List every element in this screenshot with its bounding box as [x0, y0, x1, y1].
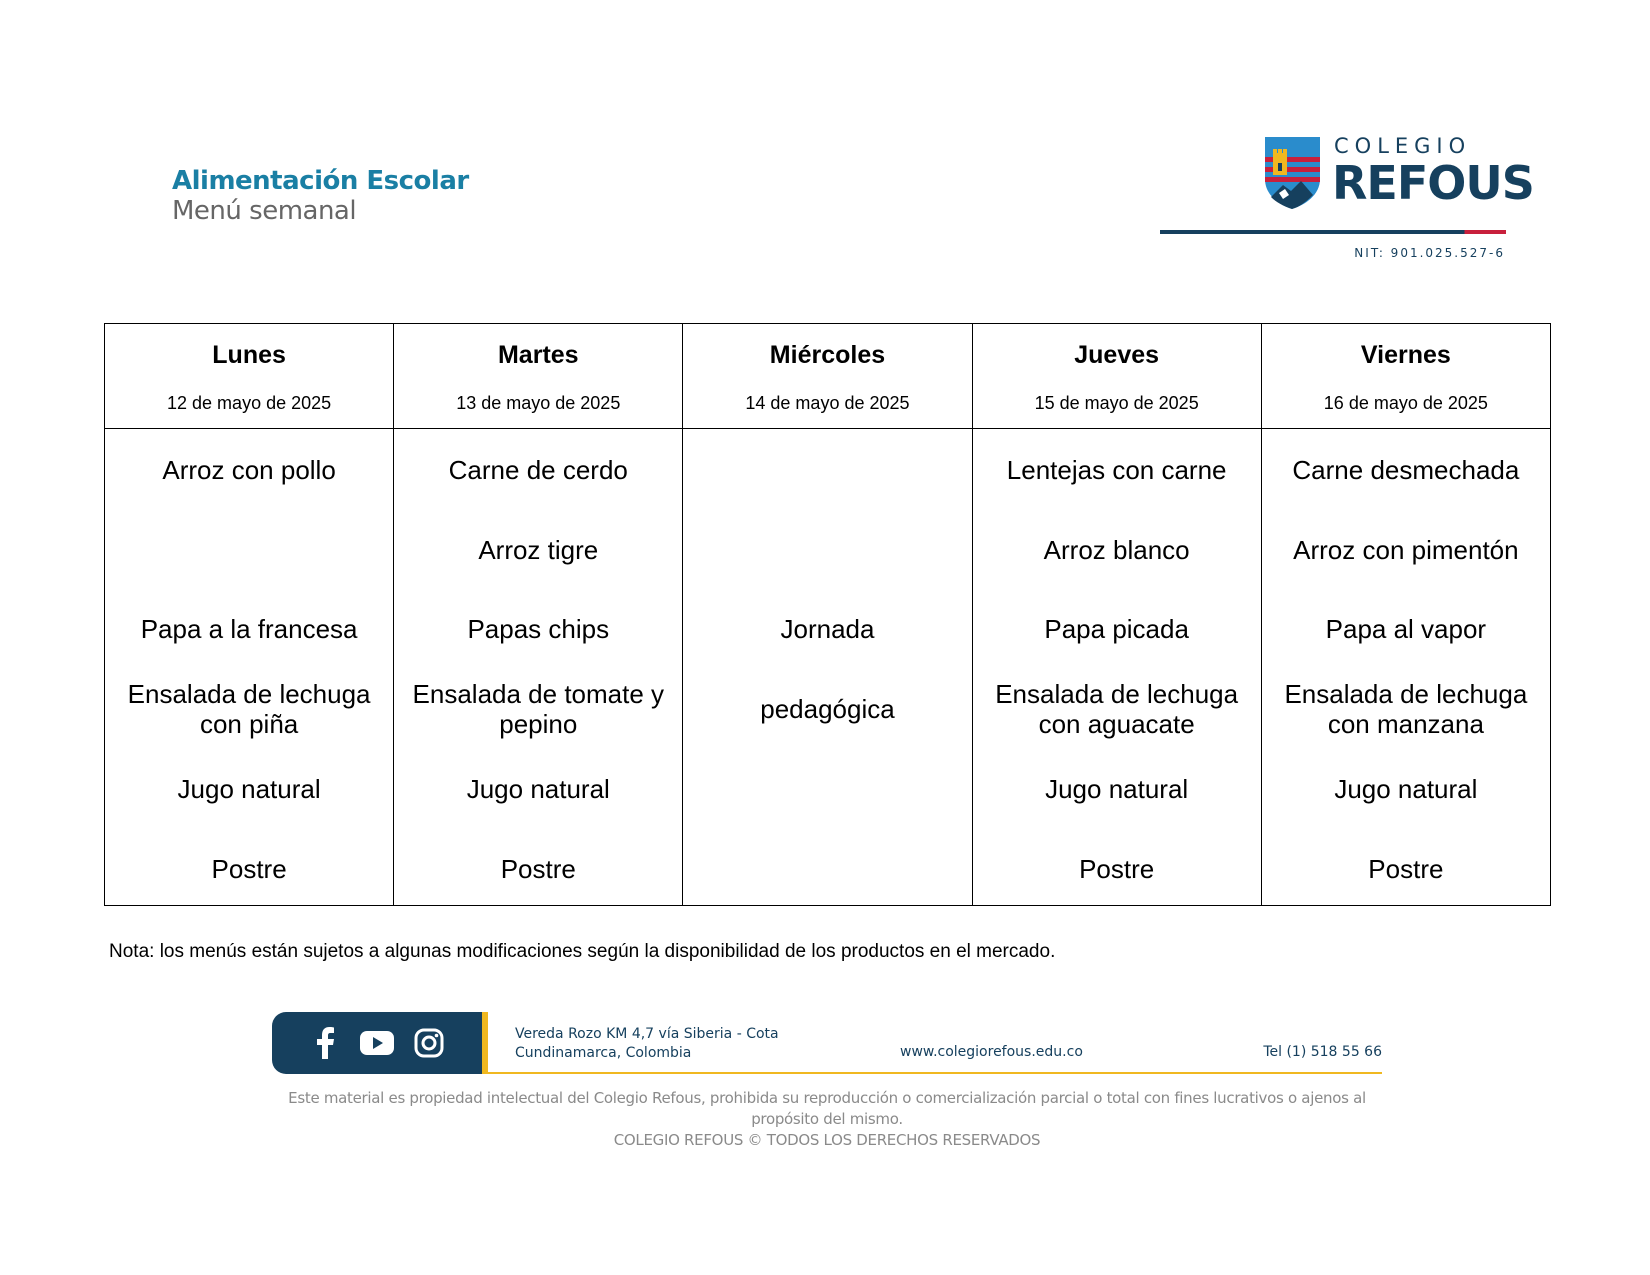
menu-item: Papas chips: [467, 614, 610, 644]
footer-bar: [272, 1012, 1382, 1074]
header-cell-wednesday: [683, 324, 972, 429]
page-subtitle: Menú semanal: [172, 196, 357, 226]
menu-item: Arroz con pollo: [162, 455, 336, 485]
copyright-disclaimer: [272, 1088, 1382, 1151]
menu-item: Ensalada de tomate y pepino: [412, 679, 665, 739]
weekly-menu-table: [104, 323, 1551, 906]
day-date: 12 de mayo de 2025: [167, 393, 332, 413]
special-day-text: Jornada: [780, 614, 875, 644]
menu-item: Postre: [500, 854, 576, 884]
table-menu-row: [105, 429, 1551, 906]
school-logo: [1160, 134, 1534, 264]
menu-cell-wednesday: [683, 429, 972, 906]
disclaimer-text: Este material es propiedad intelectual del Colegio Refous, prohibida su reproducción o comercialización parcial o total con fines lucrativos o ajenos al propósito del mismo.: [288, 1089, 1366, 1128]
menu-item: Jugo natural: [1334, 774, 1478, 804]
menu-item: Ensalada de lechuga con aguacate: [995, 679, 1239, 739]
day-date: 13 de mayo de 2025: [456, 393, 621, 413]
day-name: Jueves: [1074, 341, 1160, 369]
menu-cell-thursday: [972, 429, 1261, 906]
day-name: Martes: [497, 341, 579, 369]
menu-item: Carne desmechada: [1292, 455, 1520, 485]
header-cell-thursday: [972, 324, 1261, 429]
header-cell-friday: [1261, 324, 1550, 429]
menu-item: Lentejas con carne: [1006, 455, 1227, 485]
menu-item: Carne de cerdo: [448, 455, 628, 485]
day-date: 15 de mayo de 2025: [1034, 393, 1199, 413]
day-name: Miércoles: [769, 341, 886, 369]
logo-refous-text: REFOUS: [1332, 156, 1534, 210]
menu-item: Arroz blanco: [1043, 535, 1190, 565]
copyright-text: COLEGIO REFOUS © TODOS LOS DERECHOS RESERVADOS: [613, 1131, 1041, 1149]
instagram-icon[interactable]: [412, 1026, 446, 1060]
address-line: Cundinamarca, Colombia: [515, 1045, 692, 1061]
facebook-icon[interactable]: [308, 1026, 342, 1060]
header-cell-monday: [105, 324, 394, 429]
footer-underline: [488, 1072, 1382, 1074]
document-header: [172, 166, 469, 226]
menu-item: Arroz tigre: [478, 535, 599, 565]
shield-icon: [1265, 137, 1320, 209]
menu-item: Arroz con pimentón: [1293, 535, 1519, 565]
website-link[interactable]: www.colegiorefous.edu.co: [900, 1044, 1083, 1060]
menu-cell-tuesday: [394, 429, 683, 906]
address-line: Vereda Rozo KM 4,7 vía Siberia - Cota: [515, 1026, 779, 1042]
menu-item: Postre: [1368, 854, 1444, 884]
special-day-text: pedagógica: [760, 694, 895, 724]
footer-accent-bar: [482, 1012, 488, 1074]
menu-item: Ensalada de lechuga con manzana: [1284, 679, 1528, 739]
menu-item: Papa a la francesa: [140, 614, 358, 644]
menu-item: Postre: [211, 854, 287, 884]
footer-address: [515, 1025, 779, 1063]
logo-colegio-text: COLEGIO: [1334, 134, 1472, 158]
menu-item: Jugo natural: [177, 774, 321, 804]
menu-item: Postre: [1079, 854, 1155, 884]
menu-item: Jugo natural: [1045, 774, 1189, 804]
menu-item: Papa al vapor: [1325, 614, 1487, 644]
page-title: Alimentación Escolar: [172, 166, 469, 196]
day-name: Lunes: [212, 341, 286, 369]
table-header-row: [105, 324, 1551, 429]
nit-number: NIT: 901.025.527-6: [1354, 246, 1505, 260]
day-name: Viernes: [1360, 341, 1451, 369]
logo-divider: [1160, 230, 1506, 234]
menu-note: Nota: los menús están sujetos a algunas modificaciones según la disponibilidad de los productos en el mercado.: [109, 941, 1056, 962]
menu-item: Jugo natural: [466, 774, 610, 804]
header-cell-tuesday: [394, 324, 683, 429]
menu-cell-friday: [1261, 429, 1550, 906]
menu-item: Papa picada: [1044, 614, 1189, 644]
day-date: 14 de mayo de 2025: [745, 393, 910, 413]
phone-number: Tel (1) 518 55 66: [1263, 1044, 1382, 1060]
day-date: 16 de mayo de 2025: [1323, 393, 1488, 413]
youtube-icon[interactable]: [360, 1026, 394, 1060]
social-links: [272, 1012, 482, 1074]
menu-item: Ensalada de lechuga con piña: [127, 679, 371, 739]
menu-cell-monday: [105, 429, 394, 906]
